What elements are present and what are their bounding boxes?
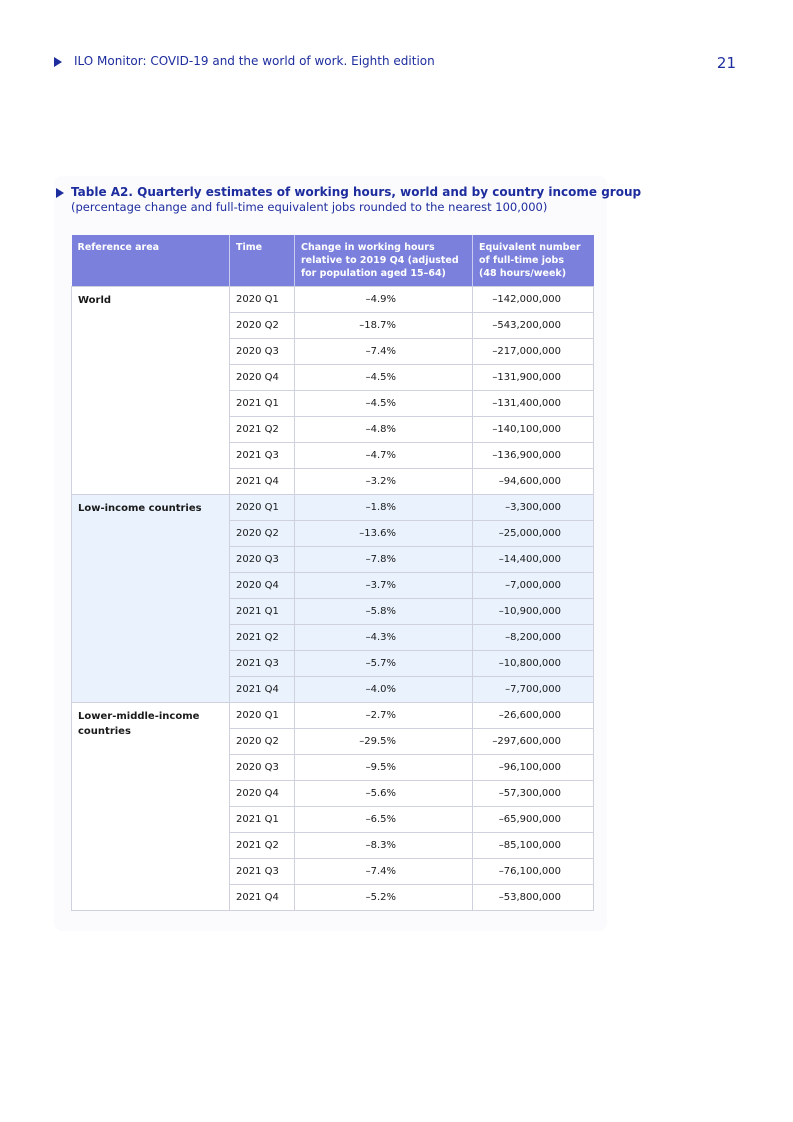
time-cell: 2020 Q2 bbox=[230, 521, 295, 547]
jobs-cell: –25,000,000 bbox=[473, 521, 594, 547]
jobs-cell: –131,900,000 bbox=[473, 365, 594, 391]
reference-area-cell: Low-income countries bbox=[72, 495, 230, 703]
time-cell: 2020 Q2 bbox=[230, 729, 295, 755]
change-cell: –7.4% bbox=[295, 339, 473, 365]
column-header-time: Time bbox=[230, 235, 295, 287]
change-cell: –9.5% bbox=[295, 755, 473, 781]
time-cell: 2021 Q4 bbox=[230, 677, 295, 703]
page-header bbox=[54, 54, 736, 74]
time-cell: 2021 Q4 bbox=[230, 885, 295, 911]
change-cell: –6.5% bbox=[295, 807, 473, 833]
jobs-cell: –7,700,000 bbox=[473, 677, 594, 703]
time-cell: 2020 Q3 bbox=[230, 547, 295, 573]
jobs-cell: –140,100,000 bbox=[473, 417, 594, 443]
change-cell: –2.7% bbox=[295, 703, 473, 729]
table-group bbox=[72, 287, 594, 495]
table-subtitle: (percentage change and full-time equivalent jobs rounded to the nearest 100,000) bbox=[71, 200, 548, 214]
time-cell: 2020 Q2 bbox=[230, 313, 295, 339]
jobs-cell: –8,200,000 bbox=[473, 625, 594, 651]
change-cell: –7.4% bbox=[295, 859, 473, 885]
running-title: ILO Monitor: COVID-19 and the world of work. Eighth edition bbox=[74, 54, 435, 68]
change-cell: –5.7% bbox=[295, 651, 473, 677]
jobs-cell: –543,200,000 bbox=[473, 313, 594, 339]
time-cell: 2021 Q4 bbox=[230, 469, 295, 495]
triangle-bullet-icon bbox=[56, 188, 64, 198]
change-cell: –7.8% bbox=[295, 547, 473, 573]
jobs-cell: –14,400,000 bbox=[473, 547, 594, 573]
time-cell: 2020 Q1 bbox=[230, 287, 295, 313]
change-cell: –4.5% bbox=[295, 391, 473, 417]
jobs-cell: –136,900,000 bbox=[473, 443, 594, 469]
jobs-cell: –10,900,000 bbox=[473, 599, 594, 625]
table-row bbox=[72, 287, 594, 313]
time-cell: 2021 Q3 bbox=[230, 443, 295, 469]
time-cell: 2020 Q1 bbox=[230, 703, 295, 729]
table-title: Table A2. Quarterly estimates of working hours, world and by country income group bbox=[71, 185, 642, 199]
change-cell: –29.5% bbox=[295, 729, 473, 755]
change-cell: –5.6% bbox=[295, 781, 473, 807]
change-cell: –4.8% bbox=[295, 417, 473, 443]
jobs-cell: –7,000,000 bbox=[473, 573, 594, 599]
jobs-cell: –26,600,000 bbox=[473, 703, 594, 729]
column-header-equivalent-jobs: Equivalent number of full-time jobs (48 hours/week) bbox=[473, 235, 594, 287]
jobs-cell: –131,400,000 bbox=[473, 391, 594, 417]
change-cell: –1.8% bbox=[295, 495, 473, 521]
time-cell: 2020 Q4 bbox=[230, 781, 295, 807]
change-cell: –3.7% bbox=[295, 573, 473, 599]
change-cell: –5.8% bbox=[295, 599, 473, 625]
jobs-cell: –85,100,000 bbox=[473, 833, 594, 859]
change-cell: –4.3% bbox=[295, 625, 473, 651]
jobs-cell: –96,100,000 bbox=[473, 755, 594, 781]
page-number: 21 bbox=[716, 54, 736, 72]
jobs-cell: –3,300,000 bbox=[473, 495, 594, 521]
column-header-reference-area: Reference area bbox=[72, 235, 230, 287]
time-cell: 2020 Q4 bbox=[230, 573, 295, 599]
change-cell: –18.7% bbox=[295, 313, 473, 339]
change-cell: –4.5% bbox=[295, 365, 473, 391]
jobs-cell: –142,000,000 bbox=[473, 287, 594, 313]
change-cell: –8.3% bbox=[295, 833, 473, 859]
change-cell: –4.0% bbox=[295, 677, 473, 703]
table-row bbox=[72, 703, 594, 729]
jobs-cell: –217,000,000 bbox=[473, 339, 594, 365]
time-cell: 2021 Q1 bbox=[230, 807, 295, 833]
working-hours-table bbox=[71, 235, 594, 911]
time-cell: 2021 Q3 bbox=[230, 859, 295, 885]
jobs-cell: –65,900,000 bbox=[473, 807, 594, 833]
reference-area-cell: World bbox=[72, 287, 230, 495]
time-cell: 2021 Q3 bbox=[230, 651, 295, 677]
time-cell: 2021 Q1 bbox=[230, 599, 295, 625]
column-header-change-working-hours: Change in working hours relative to 2019 Q4 (adjusted for population aged 15–64) bbox=[295, 235, 473, 287]
change-cell: –3.2% bbox=[295, 469, 473, 495]
time-cell: 2020 Q4 bbox=[230, 365, 295, 391]
reference-area-cell: Lower-middle-income countries bbox=[72, 703, 230, 911]
table-row bbox=[72, 495, 594, 521]
table-header-row bbox=[72, 235, 594, 287]
change-cell: –13.6% bbox=[295, 521, 473, 547]
triangle-bullet-icon bbox=[54, 57, 62, 67]
jobs-cell: –94,600,000 bbox=[473, 469, 594, 495]
change-cell: –4.9% bbox=[295, 287, 473, 313]
time-cell: 2021 Q2 bbox=[230, 625, 295, 651]
jobs-cell: –297,600,000 bbox=[473, 729, 594, 755]
jobs-cell: –10,800,000 bbox=[473, 651, 594, 677]
jobs-cell: –53,800,000 bbox=[473, 885, 594, 911]
time-cell: 2020 Q3 bbox=[230, 755, 295, 781]
jobs-cell: –57,300,000 bbox=[473, 781, 594, 807]
time-cell: 2020 Q1 bbox=[230, 495, 295, 521]
jobs-cell: –76,100,000 bbox=[473, 859, 594, 885]
change-cell: –5.2% bbox=[295, 885, 473, 911]
table-group bbox=[72, 495, 594, 703]
table-caption bbox=[56, 185, 642, 215]
time-cell: 2020 Q3 bbox=[230, 339, 295, 365]
time-cell: 2021 Q1 bbox=[230, 391, 295, 417]
time-cell: 2021 Q2 bbox=[230, 417, 295, 443]
change-cell: –4.7% bbox=[295, 443, 473, 469]
table-group bbox=[72, 703, 594, 911]
time-cell: 2021 Q2 bbox=[230, 833, 295, 859]
